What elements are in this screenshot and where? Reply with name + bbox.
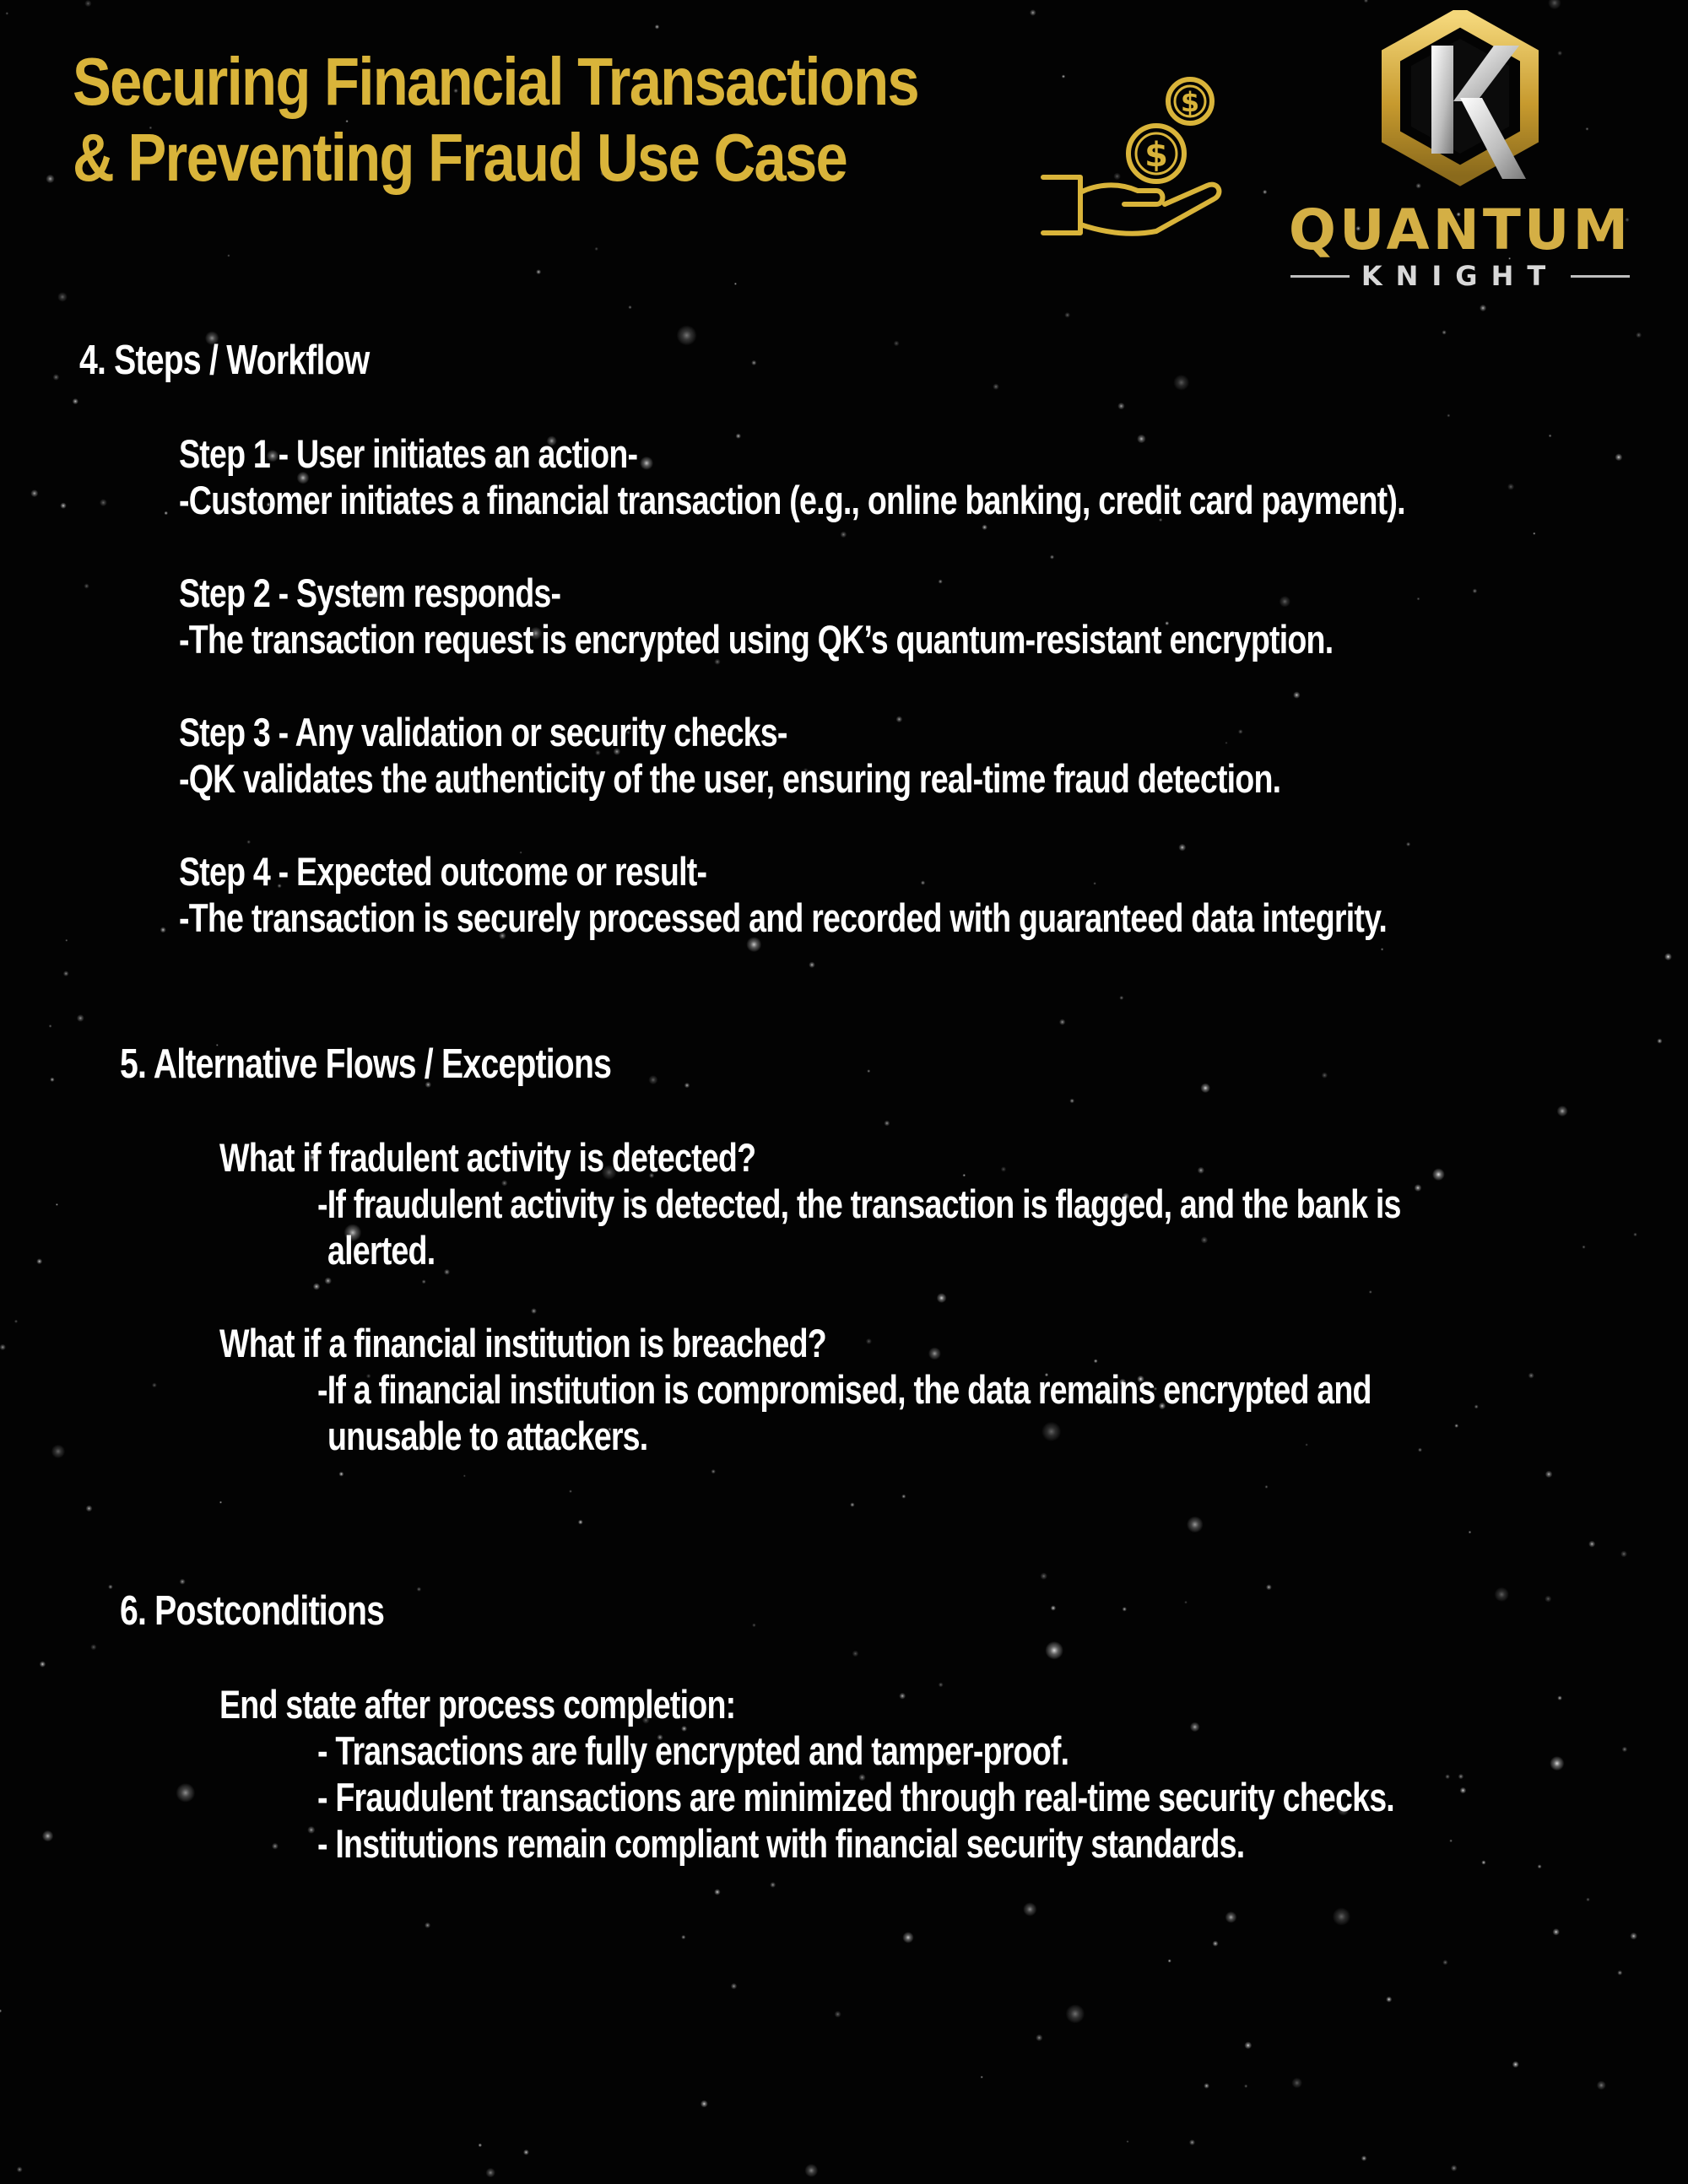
star-dot bbox=[939, 580, 943, 584]
star-dot bbox=[901, 1495, 906, 1499]
logo-rule-right bbox=[1571, 275, 1630, 278]
alt-2-answer-line-2: unusable to attackers. bbox=[327, 1414, 648, 1458]
star-dot bbox=[0, 2009, 2, 2013]
star-dot bbox=[1064, 312, 1070, 318]
star-dot bbox=[1123, 1607, 1127, 1611]
star-dot bbox=[1137, 435, 1146, 444]
star-dot bbox=[1447, 414, 1450, 417]
star-dot bbox=[1030, 9, 1036, 16]
star-dot bbox=[1173, 375, 1189, 391]
star-dot bbox=[272, 1843, 279, 1850]
star-dot bbox=[1244, 2084, 1247, 2088]
star-dot bbox=[1266, 1584, 1272, 1590]
star-dot bbox=[902, 1932, 913, 1943]
postcondition-item-2: - Fraudulent transactions are minimized through real-time security checks. bbox=[317, 1775, 1394, 1819]
section-heading-steps: 4. Steps / Workflow bbox=[79, 338, 370, 383]
star-dot bbox=[1361, 2155, 1367, 2161]
section-heading-alternatives: 5. Alternative Flows / Exceptions bbox=[120, 1041, 612, 1087]
star-dot bbox=[1369, 1290, 1372, 1294]
star-dot bbox=[160, 927, 166, 933]
star-dot bbox=[50, 1078, 54, 1082]
star-dot bbox=[36, 1258, 42, 1264]
step-4-detail: -The transaction is securely processed and recorded with guaranteed data integrity. bbox=[179, 895, 1388, 940]
star-dot bbox=[51, 1445, 65, 1458]
star-dot bbox=[1187, 1516, 1204, 1533]
section-heading-postconditions: 6. Postconditions bbox=[120, 1588, 385, 1634]
star-dot bbox=[1201, 1236, 1208, 1243]
star-dot bbox=[852, 1651, 859, 1657]
star-dot bbox=[1066, 2004, 1085, 2024]
star-dot bbox=[1442, 1960, 1447, 1965]
star-dot bbox=[0, 1344, 6, 1350]
star-dot bbox=[536, 269, 541, 274]
star-dot bbox=[734, 283, 737, 285]
star-dot bbox=[982, 525, 987, 531]
star-dot bbox=[731, 1983, 737, 1989]
step-3-title: Step 3 - Any validation or security checks- bbox=[179, 710, 787, 754]
star-dot bbox=[1415, 1184, 1422, 1192]
star-dot bbox=[523, 2149, 529, 2155]
star-dot bbox=[804, 2164, 818, 2177]
star-dot bbox=[90, 1644, 96, 1650]
star-dot bbox=[937, 1293, 947, 1303]
star-dot bbox=[1178, 844, 1186, 851]
step-2-title: Step 2 - System responds- bbox=[179, 570, 561, 615]
star-dot bbox=[479, 2143, 483, 2148]
title-line-2: & Preventing Fraud Use Case bbox=[73, 120, 847, 195]
star-dot bbox=[684, 1083, 690, 1088]
star-dot bbox=[677, 325, 697, 345]
star-dot bbox=[1664, 953, 1672, 960]
star-dot bbox=[1406, 842, 1410, 846]
star-dot bbox=[53, 374, 60, 381]
star-dot bbox=[921, 880, 925, 884]
star-dot bbox=[628, 305, 631, 309]
qk-hexagon-emblem bbox=[1376, 10, 1545, 196]
star-dot bbox=[86, 1506, 93, 1512]
star-dot bbox=[1657, 1039, 1662, 1044]
alt-1-question: What if fradulent activity is detected? bbox=[219, 1135, 756, 1180]
star-dot bbox=[417, 1587, 421, 1592]
star-dot bbox=[1045, 1641, 1063, 1660]
star-dot bbox=[1333, 1907, 1350, 1925]
star-dot bbox=[1213, 1941, 1219, 1947]
star-dot bbox=[1507, 484, 1514, 490]
star-dot bbox=[1481, 1860, 1485, 1864]
star-dot bbox=[1280, 596, 1290, 607]
star-dot bbox=[841, 532, 847, 538]
star-dot bbox=[1051, 1605, 1056, 1610]
title-line-1: Securing Financial Transactions bbox=[73, 44, 918, 119]
star-dot bbox=[701, 2100, 708, 2108]
star-dot bbox=[17, 2166, 23, 2172]
star-dot bbox=[1417, 597, 1420, 601]
star-dot bbox=[867, 1069, 870, 1073]
star-dot bbox=[1117, 403, 1124, 409]
star-dot bbox=[1190, 1722, 1200, 1733]
star-dot bbox=[714, 1889, 720, 1895]
star-dot bbox=[1633, 1233, 1637, 1237]
star-dot bbox=[1557, 51, 1562, 56]
star-dot bbox=[1549, 435, 1552, 438]
star-dot bbox=[1474, 1404, 1479, 1408]
star-dot bbox=[1069, 1099, 1074, 1104]
star-dot bbox=[1184, 1601, 1188, 1604]
star-dot bbox=[1615, 453, 1623, 461]
star-dot bbox=[425, 1922, 430, 1928]
alt-1-answer-line-1: -If fraudulent activity is detected, the transaction is flagged, and the bank is bbox=[317, 1181, 1401, 1226]
star-dot bbox=[1620, 1551, 1627, 1558]
star-dot bbox=[40, 1661, 46, 1667]
star-dot bbox=[1473, 589, 1478, 594]
star-dot bbox=[1263, 190, 1267, 194]
star-dot bbox=[1545, 1596, 1551, 1603]
logo-subtitle bbox=[1262, 260, 1658, 292]
star-dot bbox=[422, 1279, 426, 1284]
star-dot bbox=[1588, 1541, 1595, 1548]
star-dot bbox=[531, 1308, 537, 1314]
star-dot bbox=[569, 1489, 572, 1493]
star-dot bbox=[1451, 2165, 1458, 2171]
star-dot bbox=[49, 1024, 52, 1028]
star-dot bbox=[896, 716, 903, 723]
hand-holding-coins-icon bbox=[1038, 68, 1232, 253]
star-dot bbox=[1442, 330, 1446, 334]
step-2-detail: -The transaction request is encrypted using QK’s quantum-resistant encryption. bbox=[179, 617, 1334, 662]
star-dot bbox=[899, 1693, 906, 1700]
postcondition-item-3: - Institutions remain compliant with financial security standards. bbox=[317, 1821, 1245, 1866]
star-dot bbox=[108, 1585, 113, 1590]
star-dot bbox=[6, 12, 9, 15]
star-dot bbox=[1495, 1587, 1509, 1602]
star-dot bbox=[1001, 1166, 1006, 1171]
star-dot bbox=[1364, 0, 1368, 3]
star-dot bbox=[939, 1683, 944, 1688]
star-dot bbox=[1036, 2035, 1042, 2041]
star-dot bbox=[736, 434, 741, 439]
star-dot bbox=[313, 1283, 320, 1289]
star-dot bbox=[1225, 742, 1228, 744]
star-dot bbox=[655, 24, 660, 30]
star-dot bbox=[1533, 532, 1535, 535]
star-dot bbox=[246, 840, 251, 844]
star-dot bbox=[1553, 1928, 1560, 1935]
star-dot bbox=[835, 2011, 841, 2018]
star-dot bbox=[1454, 1424, 1458, 1428]
star-dot bbox=[850, 1502, 854, 1506]
star-dot bbox=[164, 511, 168, 516]
star-dot bbox=[180, 1579, 186, 1585]
star-dot bbox=[1127, 2140, 1129, 2143]
star-dot bbox=[640, 457, 653, 470]
star-dot bbox=[46, 175, 54, 183]
star-dot bbox=[30, 489, 38, 497]
star-dot bbox=[1119, 996, 1123, 1000]
star-dot bbox=[463, 1474, 466, 1477]
star-dot bbox=[1041, 1573, 1047, 1580]
star-dot bbox=[595, 247, 598, 251]
star-dot bbox=[770, 1882, 776, 1888]
star-dot bbox=[1189, 2139, 1195, 2145]
star-dot bbox=[219, 1501, 222, 1504]
star-dot bbox=[1469, 1531, 1472, 1534]
star-dot bbox=[1168, 1960, 1171, 1963]
star-dot bbox=[1265, 1485, 1269, 1489]
svg-text:$: $ bbox=[1180, 86, 1200, 118]
star-dot bbox=[1582, 1246, 1585, 1249]
star-dot bbox=[1238, 729, 1243, 734]
star-dot bbox=[73, 398, 78, 404]
star-dot bbox=[84, 583, 89, 588]
star-dot bbox=[648, 1075, 657, 1084]
star-dot bbox=[981, 2076, 983, 2079]
alt-1-answer-line-2: alerted. bbox=[327, 1228, 436, 1273]
step-1-title: Step 1 - User initiates an action- bbox=[179, 431, 638, 476]
star-dot bbox=[1458, 1774, 1463, 1779]
star-dot bbox=[1550, 1756, 1564, 1770]
star-dot bbox=[751, 360, 756, 365]
star-dot bbox=[993, 384, 998, 390]
star-dot bbox=[65, 939, 68, 942]
logo-rule-left bbox=[1290, 275, 1350, 278]
star-dot bbox=[1538, 1864, 1542, 1868]
star-dot bbox=[60, 503, 66, 509]
star-dot bbox=[1386, 1997, 1392, 2003]
star-dot bbox=[1622, 1747, 1627, 1752]
star-dot bbox=[1204, 2083, 1209, 2089]
star-dot bbox=[928, 1347, 941, 1360]
star-dot bbox=[1200, 1084, 1210, 1094]
star-dot bbox=[578, 1520, 583, 1525]
star-dot bbox=[1198, 1167, 1204, 1174]
star-dot bbox=[1528, 1373, 1534, 1379]
star-dot bbox=[809, 962, 814, 968]
star-dot bbox=[1586, 127, 1589, 131]
star-dot bbox=[1041, 1422, 1061, 1441]
postconditions-intro: End state after process completion: bbox=[219, 1682, 736, 1727]
star-dot bbox=[1557, 1695, 1562, 1700]
star-dot bbox=[1322, 1073, 1328, 1078]
star-dot bbox=[1512, 2061, 1519, 2068]
step-4-title: Step 4 - Expected outcome or result- bbox=[179, 849, 707, 894]
star-dot bbox=[1381, 948, 1383, 950]
star-dot bbox=[1586, 1898, 1590, 1902]
star-dot bbox=[885, 1121, 890, 1127]
star-dot bbox=[1418, 1448, 1422, 1452]
star-dot bbox=[325, 1278, 332, 1284]
star-dot bbox=[1225, 1911, 1237, 1923]
star-dot bbox=[681, 1935, 685, 1939]
star-dot bbox=[1545, 1471, 1553, 1479]
star-dot bbox=[711, 1469, 716, 1473]
alt-2-question: What if a financial institution is breached? bbox=[219, 1321, 826, 1365]
step-3-detail: -QK validates the authenticity of the user, ensuring real-time fraud detection. bbox=[179, 756, 1281, 801]
star-dot bbox=[1636, 332, 1642, 338]
star-dot bbox=[307, 1826, 315, 1834]
star-dot bbox=[100, 499, 107, 506]
star-dot bbox=[1244, 2041, 1252, 2049]
star-dot bbox=[866, 1338, 872, 1344]
star-dot bbox=[227, 254, 230, 257]
star-dot bbox=[1630, 1933, 1637, 1940]
star-dot bbox=[894, 341, 900, 347]
star-dot bbox=[152, 1383, 157, 1388]
star-dot bbox=[444, 1269, 450, 1275]
svg-text:$: $ bbox=[1144, 136, 1168, 175]
star-dot bbox=[176, 1783, 195, 1803]
star-dot bbox=[1293, 691, 1300, 698]
logo-brand-sub: KNIGHT bbox=[1361, 260, 1560, 292]
star-dot bbox=[963, 1174, 966, 1177]
star-dot bbox=[1449, 1840, 1453, 1843]
star-dot bbox=[752, 1624, 756, 1628]
star-dot bbox=[42, 1830, 53, 1841]
star-dot bbox=[1597, 2081, 1606, 2090]
star-dot bbox=[486, 2168, 495, 2177]
star-dot bbox=[84, 0, 91, 7]
star-dot bbox=[1445, 1774, 1450, 1779]
star-dot bbox=[1460, 1787, 1467, 1794]
star-dot bbox=[1617, 1970, 1622, 1976]
star-dot bbox=[1432, 1168, 1445, 1181]
star-dot bbox=[57, 292, 68, 302]
star-dot bbox=[56, 1203, 58, 1206]
star-dot bbox=[1291, 2078, 1302, 2089]
alt-2-answer-line-1: -If a financial institution is compromised, the data remains encrypted and bbox=[317, 1367, 1372, 1412]
star-dot bbox=[1306, 1443, 1308, 1446]
postcondition-item-1: - Transactions are fully encrypted and tamper-proof. bbox=[317, 1728, 1069, 1773]
star-dot bbox=[1480, 305, 1486, 311]
star-dot bbox=[1557, 1106, 1568, 1116]
star-dot bbox=[1023, 1902, 1036, 1916]
star-dot bbox=[14, 1320, 18, 1323]
page-title bbox=[73, 44, 918, 196]
star-dot bbox=[77, 1014, 84, 1022]
star-dot bbox=[1050, 555, 1054, 560]
star-dot bbox=[1093, 882, 1096, 884]
step-1-detail: -Customer initiates a financial transaction (e.g., online banking, credit card payment). bbox=[179, 478, 1405, 522]
star-dot bbox=[1059, 1019, 1065, 1024]
star-dot bbox=[339, 1472, 344, 1477]
star-dot bbox=[1548, 0, 1561, 9]
star-dot bbox=[1094, 1359, 1098, 1363]
logo-brand-name: QUANTUM bbox=[1288, 197, 1632, 262]
star-dot bbox=[63, 970, 69, 976]
